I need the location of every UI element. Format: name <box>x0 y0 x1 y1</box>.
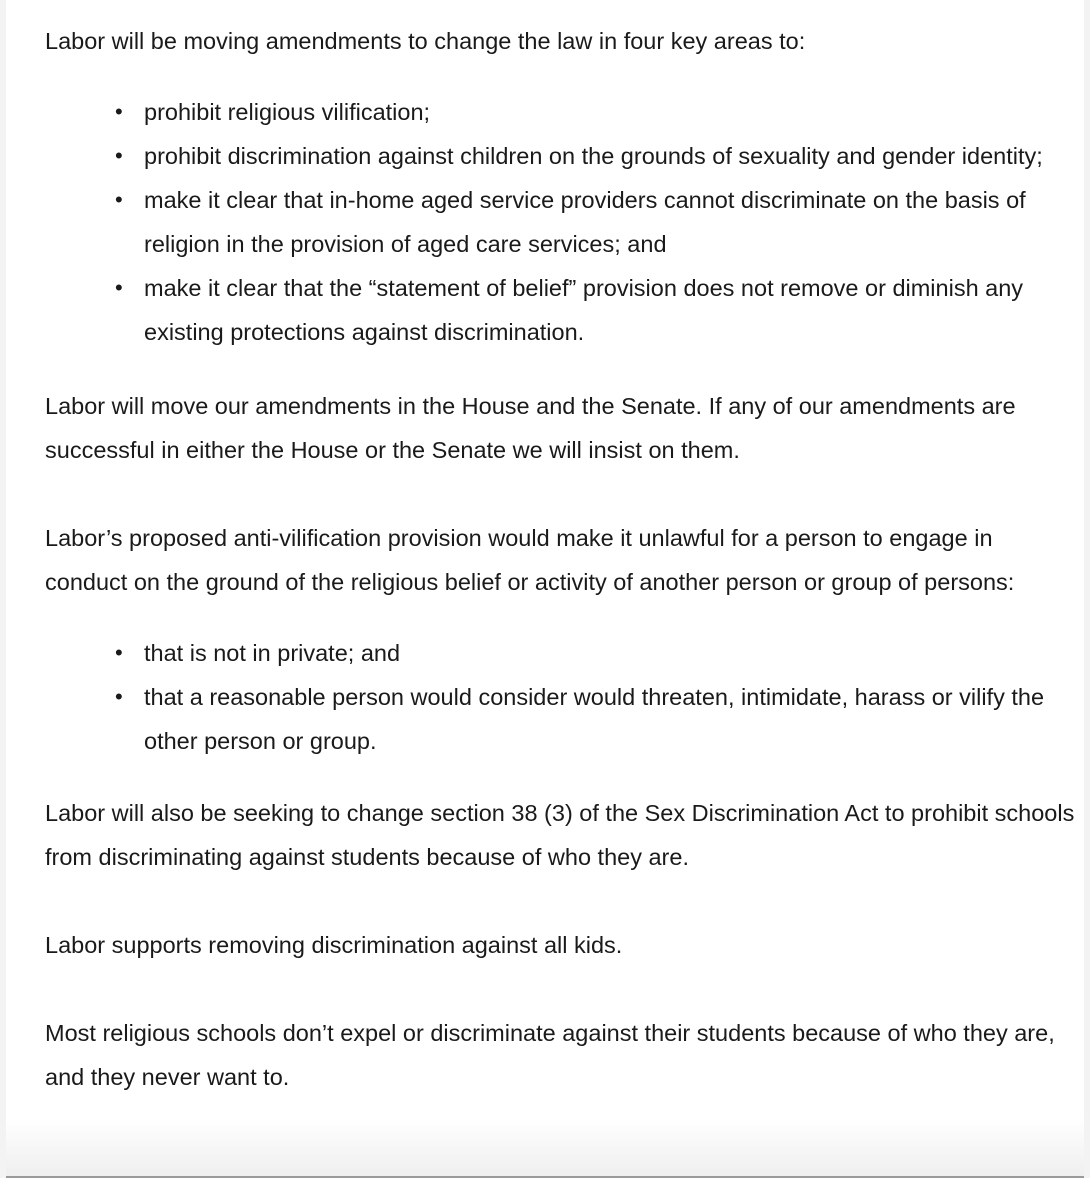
list-item-text: make it clear that the “statement of belief” provision does not remove or diminish any existing protections against discrimination. <box>144 275 1024 345</box>
list-item-text: that a reasonable person would consider would threaten, intimidate, harass or vilify the other person or group. <box>144 684 1045 754</box>
list-item <box>45 90 1075 134</box>
religious-schools-paragraph: Most religious schools don’t expel or discriminate against their students because of who they are, and they never want to. <box>45 1020 1055 1090</box>
intro-paragraph: Labor will be moving amendments to change the law in four key areas to: <box>45 28 806 54</box>
list-item <box>45 178 1075 266</box>
list-item-text: make it clear that in-home aged service providers cannot discriminate on the basis of religion in the provision of aged care services; and <box>144 187 1026 257</box>
list-item-text: prohibit discrimination against children on the grounds of sexuality and gender identity; <box>144 143 1043 169</box>
list-item-text: prohibit religious vilification; <box>144 99 431 125</box>
bullet-icon: • <box>115 684 123 709</box>
section-change-paragraph: Labor will also be seeking to change section 38 (3) of the Sex Discrimination Act to prohibit schools from discriminating against students because of who they are. <box>45 800 1075 870</box>
bullet-icon: • <box>115 640 123 665</box>
list-item <box>45 631 1075 675</box>
list-item <box>45 266 1075 354</box>
bullet-icon: • <box>115 99 123 124</box>
supports-paragraph: Labor supports removing discrimination against all kids. <box>45 932 623 958</box>
conditions-list <box>45 631 1075 763</box>
bullet-icon: • <box>115 143 123 168</box>
move-amendments-paragraph: Labor will move our amendments in the House and the Senate. If any of our amendments are successful in either the House or the Senate we will insist on them. <box>45 393 1016 463</box>
bullet-icon: • <box>115 187 123 212</box>
bullet-icon: • <box>115 275 123 300</box>
list-item-text: that is not in private; and <box>144 640 401 666</box>
list-item <box>45 675 1075 763</box>
article-body <box>45 19 1075 1099</box>
amendments-list <box>45 90 1075 354</box>
proposed-provision-paragraph: Labor’s proposed anti-vilification provision would make it unlawful for a person to engage in conduct on the ground of the religious belief or activity of another person or group of persons: <box>45 525 1015 595</box>
list-item <box>45 134 1075 178</box>
scroll-fade <box>6 1118 1084 1178</box>
